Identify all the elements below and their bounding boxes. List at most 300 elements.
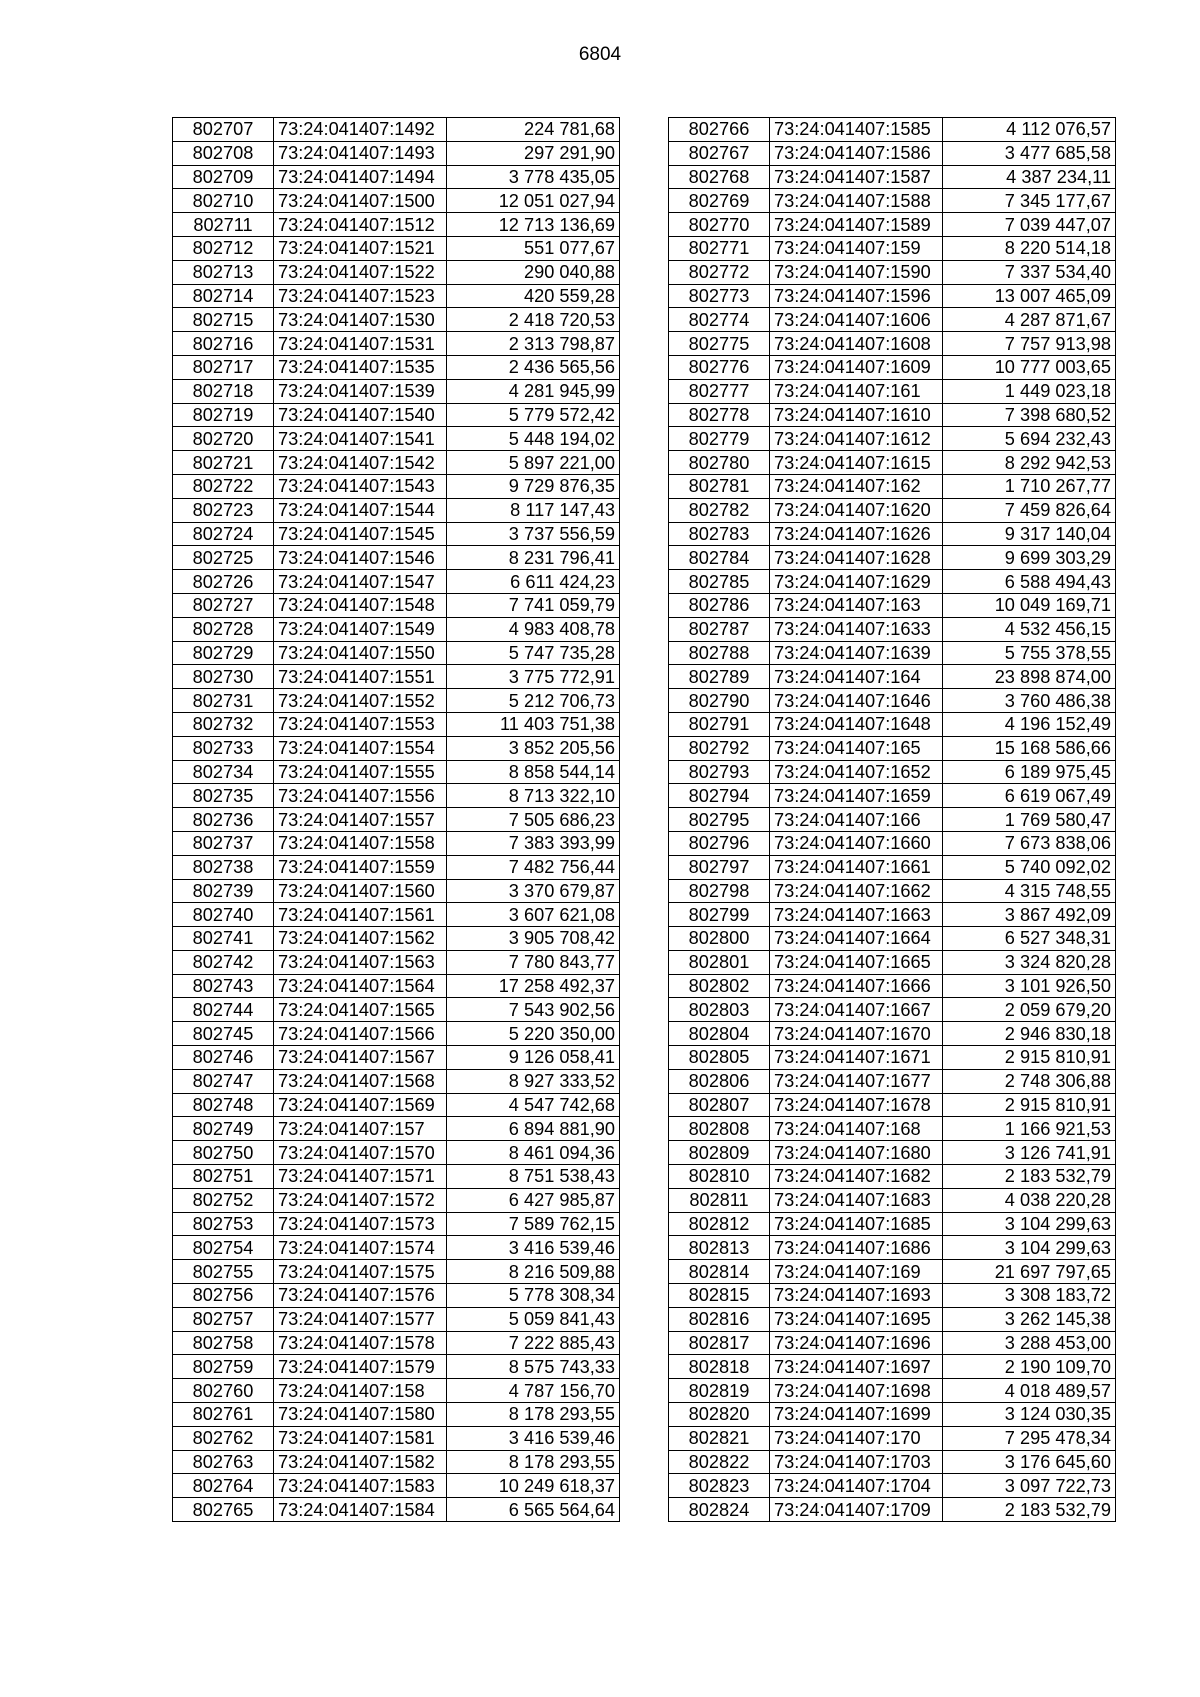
cadastral-value-cell: 551 077,67	[447, 236, 620, 260]
row-number-cell: 802781	[669, 474, 770, 498]
row-number-cell: 802757	[173, 1307, 274, 1331]
table-row	[173, 260, 620, 284]
cadastral-value-cell: 15 168 586,66	[943, 736, 1116, 760]
table-row	[669, 974, 1116, 998]
row-number-cell: 802771	[669, 236, 770, 260]
cadastral-value-cell: 12 051 027,94	[447, 189, 620, 213]
cadastral-value-cell: 4 038 220,28	[943, 1188, 1116, 1212]
row-number-cell: 802809	[669, 1141, 770, 1165]
cadastral-value-cell: 11 403 751,38	[447, 712, 620, 736]
cadastral-number-cell: 73:24:041407:1577	[274, 1307, 447, 1331]
cadastral-value-cell: 5 220 350,00	[447, 1022, 620, 1046]
table-row	[173, 736, 620, 760]
row-number-cell: 802726	[173, 570, 274, 594]
cadastral-value-cell: 2 748 306,88	[943, 1069, 1116, 1093]
cadastral-number-cell: 73:24:041407:1553	[274, 712, 447, 736]
table-row	[173, 355, 620, 379]
cadastral-number-cell: 73:24:041407:162	[770, 474, 943, 498]
table-row	[669, 546, 1116, 570]
table-row	[173, 1331, 620, 1355]
cadastral-number-cell: 73:24:041407:1682	[770, 1165, 943, 1189]
cadastral-number-cell: 73:24:041407:169	[770, 1260, 943, 1284]
table-row	[669, 903, 1116, 927]
cadastral-number-cell: 73:24:041407:1535	[274, 355, 447, 379]
cadastral-number-cell: 73:24:041407:1576	[274, 1284, 447, 1308]
cadastral-value-cell: 3 775 772,91	[447, 665, 620, 689]
table-row	[173, 1212, 620, 1236]
table-row	[669, 1093, 1116, 1117]
cadastral-number-cell: 73:24:041407:1582	[274, 1450, 447, 1474]
cadastral-number-cell: 73:24:041407:1493	[274, 141, 447, 165]
cadastral-number-cell: 73:24:041407:1552	[274, 689, 447, 713]
cadastral-number-cell: 73:24:041407:1585	[770, 118, 943, 142]
row-number-cell: 802748	[173, 1093, 274, 1117]
cadastral-value-cell: 10 777 003,65	[943, 355, 1116, 379]
cadastral-number-cell: 73:24:041407:1661	[770, 855, 943, 879]
cadastral-number-cell: 73:24:041407:1550	[274, 641, 447, 665]
cadastral-value-cell: 5 740 092,02	[943, 855, 1116, 879]
table-row	[669, 950, 1116, 974]
cadastral-number-cell: 73:24:041407:1562	[274, 927, 447, 951]
row-number-cell: 802800	[669, 927, 770, 951]
row-number-cell: 802716	[173, 332, 274, 356]
row-number-cell: 802790	[669, 689, 770, 713]
table-row	[669, 165, 1116, 189]
table-row	[669, 855, 1116, 879]
cadastral-value-cell: 3 104 299,63	[943, 1212, 1116, 1236]
cadastral-number-cell: 73:24:041407:1586	[770, 141, 943, 165]
cadastral-number-cell: 73:24:041407:1666	[770, 974, 943, 998]
table-row	[173, 784, 620, 808]
cadastral-number-cell: 73:24:041407:1677	[770, 1069, 943, 1093]
row-number-cell: 802769	[669, 189, 770, 213]
row-number-cell: 802768	[669, 165, 770, 189]
row-number-cell: 802803	[669, 998, 770, 1022]
row-number-cell: 802815	[669, 1284, 770, 1308]
row-number-cell: 802802	[669, 974, 770, 998]
cadastral-value-cell: 3 737 556,59	[447, 522, 620, 546]
cadastral-value-cell: 8 178 293,55	[447, 1450, 620, 1474]
table-row	[669, 641, 1116, 665]
cadastral-value-cell: 5 779 572,42	[447, 403, 620, 427]
cadastral-number-cell: 73:24:041407:1660	[770, 831, 943, 855]
cadastral-value-cell: 4 983 408,78	[447, 617, 620, 641]
cadastral-value-cell: 3 852 205,56	[447, 736, 620, 760]
cadastral-value-cell: 7 295 478,34	[943, 1426, 1116, 1450]
table-row	[669, 355, 1116, 379]
table-row	[173, 1355, 620, 1379]
table-row	[669, 308, 1116, 332]
cadastral-number-cell: 73:24:041407:1522	[274, 260, 447, 284]
cadastral-number-cell: 73:24:041407:1696	[770, 1331, 943, 1355]
table-row	[173, 1117, 620, 1141]
cadastral-number-cell: 73:24:041407:1648	[770, 712, 943, 736]
cadastral-value-cell: 7 780 843,77	[447, 950, 620, 974]
row-number-cell: 802724	[173, 522, 274, 546]
table-row	[669, 403, 1116, 427]
row-number-cell: 802740	[173, 903, 274, 927]
cadastral-value-cell: 5 694 232,43	[943, 427, 1116, 451]
row-number-cell: 802817	[669, 1331, 770, 1355]
table-row	[669, 379, 1116, 403]
cadastral-number-cell: 73:24:041407:1626	[770, 522, 943, 546]
cadastral-number-cell: 73:24:041407:1521	[274, 236, 447, 260]
row-number-cell: 802736	[173, 808, 274, 832]
table-row	[669, 1331, 1116, 1355]
cadastral-value-cell: 9 126 058,41	[447, 1046, 620, 1070]
row-number-cell: 802812	[669, 1212, 770, 1236]
row-number-cell: 802788	[669, 641, 770, 665]
cadastral-value-cell: 3 324 820,28	[943, 950, 1116, 974]
cadastral-number-cell: 73:24:041407:1628	[770, 546, 943, 570]
cadastral-value-cell: 21 697 797,65	[943, 1260, 1116, 1284]
row-number-cell: 802782	[669, 498, 770, 522]
table-row	[173, 1022, 620, 1046]
cadastral-number-cell: 73:24:041407:1578	[274, 1331, 447, 1355]
cadastral-value-cell: 3 370 679,87	[447, 879, 620, 903]
cadastral-number-cell: 73:24:041407:1670	[770, 1022, 943, 1046]
cadastral-number-cell: 73:24:041407:1564	[274, 974, 447, 998]
cadastral-value-cell: 7 741 059,79	[447, 593, 620, 617]
table-row	[669, 1188, 1116, 1212]
cadastral-number-cell: 73:24:041407:1563	[274, 950, 447, 974]
row-number-cell: 802746	[173, 1046, 274, 1070]
table-row	[173, 308, 620, 332]
cadastral-number-cell: 73:24:041407:1547	[274, 570, 447, 594]
table-row	[669, 236, 1116, 260]
cadastral-number-cell: 73:24:041407:1686	[770, 1236, 943, 1260]
row-number-cell: 802807	[669, 1093, 770, 1117]
cadastral-value-cell: 7 505 686,23	[447, 808, 620, 832]
table-row	[669, 1260, 1116, 1284]
cadastral-value-cell: 6 565 564,64	[447, 1498, 620, 1522]
row-number-cell: 802721	[173, 451, 274, 475]
cadastral-value-cell: 224 781,68	[447, 118, 620, 142]
cadastral-number-cell: 73:24:041407:1615	[770, 451, 943, 475]
row-number-cell: 802738	[173, 855, 274, 879]
row-number-cell: 802764	[173, 1474, 274, 1498]
cadastral-value-cell: 4 112 076,57	[943, 118, 1116, 142]
cadastral-value-cell: 2 915 810,91	[943, 1046, 1116, 1070]
cadastral-value-cell: 8 461 094,36	[447, 1141, 620, 1165]
table-row	[669, 831, 1116, 855]
table-row	[173, 689, 620, 713]
row-number-cell: 802737	[173, 831, 274, 855]
cadastral-number-cell: 73:24:041407:1545	[274, 522, 447, 546]
cadastral-value-cell: 1 166 921,53	[943, 1117, 1116, 1141]
cadastral-value-cell: 6 894 881,90	[447, 1117, 620, 1141]
table-row	[669, 617, 1116, 641]
table-row	[669, 1069, 1116, 1093]
table-row	[669, 1403, 1116, 1427]
cadastral-value-cell: 7 337 534,40	[943, 260, 1116, 284]
table-row	[669, 1450, 1116, 1474]
table-row	[173, 1426, 620, 1450]
cadastral-number-cell: 73:24:041407:1557	[274, 808, 447, 832]
cadastral-value-cell: 4 281 945,99	[447, 379, 620, 403]
row-number-cell: 802780	[669, 451, 770, 475]
cadastral-number-cell: 73:24:041407:159	[770, 236, 943, 260]
cadastral-number-cell: 73:24:041407:1697	[770, 1355, 943, 1379]
row-number-cell: 802798	[669, 879, 770, 903]
table-row	[173, 474, 620, 498]
row-number-cell: 802776	[669, 355, 770, 379]
table-row	[669, 784, 1116, 808]
cadastral-number-cell: 73:24:041407:168	[770, 1117, 943, 1141]
row-number-cell: 802741	[173, 927, 274, 951]
table-row	[173, 1260, 620, 1284]
table-row	[173, 760, 620, 784]
table-row	[173, 1236, 620, 1260]
cadastral-value-cell: 8 713 322,10	[447, 784, 620, 808]
row-number-cell: 802797	[669, 855, 770, 879]
row-number-cell: 802777	[669, 379, 770, 403]
row-number-cell: 802708	[173, 141, 274, 165]
cadastral-value-cell: 6 427 985,87	[447, 1188, 620, 1212]
table-row	[669, 474, 1116, 498]
cadastral-value-cell: 2 183 532,79	[943, 1165, 1116, 1189]
cadastral-value-cell: 2 436 565,56	[447, 355, 620, 379]
cadastral-value-cell: 8 751 538,43	[447, 1165, 620, 1189]
table-row	[669, 1165, 1116, 1189]
row-number-cell: 802754	[173, 1236, 274, 1260]
row-number-cell: 802734	[173, 760, 274, 784]
cadastral-value-cell: 290 040,88	[447, 260, 620, 284]
cadastral-number-cell: 73:24:041407:1587	[770, 165, 943, 189]
cadastral-number-cell: 73:24:041407:1683	[770, 1188, 943, 1212]
cadastral-number-cell: 73:24:041407:163	[770, 593, 943, 617]
table-row	[669, 879, 1116, 903]
table-row	[173, 141, 620, 165]
table-row	[173, 189, 620, 213]
row-number-cell: 802799	[669, 903, 770, 927]
table-row	[173, 332, 620, 356]
cadastral-number-cell: 73:24:041407:1588	[770, 189, 943, 213]
table-row	[173, 1307, 620, 1331]
cadastral-value-cell: 3 760 486,38	[943, 689, 1116, 713]
row-number-cell: 802824	[669, 1498, 770, 1522]
row-number-cell: 802806	[669, 1069, 770, 1093]
cadastral-number-cell: 73:24:041407:1530	[274, 308, 447, 332]
row-number-cell: 802773	[669, 284, 770, 308]
row-number-cell: 802823	[669, 1474, 770, 1498]
row-number-cell: 802770	[669, 213, 770, 237]
cadastral-number-cell: 73:24:041407:1531	[274, 332, 447, 356]
cadastral-number-cell: 73:24:041407:1667	[770, 998, 943, 1022]
cadastral-value-cell: 3 262 145,38	[943, 1307, 1116, 1331]
cadastral-value-cell: 8 117 147,43	[447, 498, 620, 522]
row-number-cell: 802778	[669, 403, 770, 427]
table-row	[173, 641, 620, 665]
cadastral-number-cell: 73:24:041407:1703	[770, 1450, 943, 1474]
cadastral-number-cell: 73:24:041407:1698	[770, 1379, 943, 1403]
cadastral-number-cell: 73:24:041407:1572	[274, 1188, 447, 1212]
cadastral-value-cell: 3 416 539,46	[447, 1236, 620, 1260]
cadastral-number-cell: 73:24:041407:1548	[274, 593, 447, 617]
cadastral-value-cell: 17 258 492,37	[447, 974, 620, 998]
cadastral-number-cell: 73:24:041407:1685	[770, 1212, 943, 1236]
registry-table-left	[172, 117, 620, 1522]
cadastral-value-cell: 2 313 798,87	[447, 332, 620, 356]
cadastral-number-cell: 73:24:041407:1662	[770, 879, 943, 903]
table-row	[669, 522, 1116, 546]
cadastral-value-cell: 3 477 685,58	[943, 141, 1116, 165]
row-number-cell: 802765	[173, 1498, 274, 1522]
cadastral-number-cell: 73:24:041407:1546	[274, 546, 447, 570]
cadastral-value-cell: 7 482 756,44	[447, 855, 620, 879]
cadastral-number-cell: 73:24:041407:164	[770, 665, 943, 689]
cadastral-number-cell: 73:24:041407:1606	[770, 308, 943, 332]
cadastral-value-cell: 10 249 618,37	[447, 1474, 620, 1498]
table-row	[173, 118, 620, 142]
cadastral-number-cell: 73:24:041407:1610	[770, 403, 943, 427]
table-row	[173, 974, 620, 998]
row-number-cell: 802774	[669, 308, 770, 332]
table-row	[669, 665, 1116, 689]
row-number-cell: 802747	[173, 1069, 274, 1093]
cadastral-number-cell: 73:24:041407:1663	[770, 903, 943, 927]
cadastral-value-cell: 2 059 679,20	[943, 998, 1116, 1022]
row-number-cell: 802786	[669, 593, 770, 617]
cadastral-value-cell: 8 220 514,18	[943, 236, 1116, 260]
cadastral-number-cell: 73:24:041407:1574	[274, 1236, 447, 1260]
cadastral-number-cell: 73:24:041407:1590	[770, 260, 943, 284]
row-number-cell: 802819	[669, 1379, 770, 1403]
row-number-cell: 802750	[173, 1141, 274, 1165]
cadastral-value-cell: 12 713 136,69	[447, 213, 620, 237]
row-number-cell: 802796	[669, 831, 770, 855]
cadastral-value-cell: 4 018 489,57	[943, 1379, 1116, 1403]
table-row	[173, 570, 620, 594]
table-row	[669, 189, 1116, 213]
row-number-cell: 802760	[173, 1379, 274, 1403]
table-row	[669, 284, 1116, 308]
cadastral-number-cell: 73:24:041407:158	[274, 1379, 447, 1403]
cadastral-value-cell: 3 288 453,00	[943, 1331, 1116, 1355]
table-row	[669, 570, 1116, 594]
row-number-cell: 802761	[173, 1403, 274, 1427]
table-row	[173, 879, 620, 903]
cadastral-number-cell: 73:24:041407:1633	[770, 617, 943, 641]
table-row	[173, 165, 620, 189]
cadastral-value-cell: 2 183 532,79	[943, 1498, 1116, 1522]
table-row	[173, 665, 620, 689]
cadastral-value-cell: 3 124 030,35	[943, 1403, 1116, 1427]
table-row	[173, 451, 620, 475]
cadastral-number-cell: 73:24:041407:1652	[770, 760, 943, 784]
table-row	[173, 1403, 620, 1427]
cadastral-value-cell: 1 769 580,47	[943, 808, 1116, 832]
cadastral-value-cell: 4 787 156,70	[447, 1379, 620, 1403]
cadastral-number-cell: 73:24:041407:1671	[770, 1046, 943, 1070]
table-row	[173, 1093, 620, 1117]
row-number-cell: 802711	[173, 213, 274, 237]
table-row	[173, 855, 620, 879]
row-number-cell: 802787	[669, 617, 770, 641]
cadastral-value-cell: 7 673 838,06	[943, 831, 1116, 855]
table-row	[669, 1212, 1116, 1236]
cadastral-number-cell: 73:24:041407:1569	[274, 1093, 447, 1117]
cadastral-value-cell: 3 308 183,72	[943, 1284, 1116, 1308]
row-number-cell: 802723	[173, 498, 274, 522]
cadastral-number-cell: 73:24:041407:1575	[274, 1260, 447, 1284]
row-number-cell: 802753	[173, 1212, 274, 1236]
cadastral-value-cell: 2 418 720,53	[447, 308, 620, 332]
table-row	[669, 593, 1116, 617]
cadastral-number-cell: 73:24:041407:1543	[274, 474, 447, 498]
cadastral-value-cell: 8 178 293,55	[447, 1403, 620, 1427]
cadastral-number-cell: 73:24:041407:1541	[274, 427, 447, 451]
table-row	[173, 546, 620, 570]
cadastral-value-cell: 7 543 902,56	[447, 998, 620, 1022]
cadastral-value-cell: 8 216 509,88	[447, 1260, 620, 1284]
cadastral-number-cell: 73:24:041407:1551	[274, 665, 447, 689]
cadastral-number-cell: 73:24:041407:1561	[274, 903, 447, 927]
row-number-cell: 802772	[669, 260, 770, 284]
cadastral-number-cell: 73:24:041407:1664	[770, 927, 943, 951]
cadastral-value-cell: 3 101 926,50	[943, 974, 1116, 998]
cadastral-number-cell: 73:24:041407:1704	[770, 1474, 943, 1498]
cadastral-value-cell: 1 710 267,77	[943, 474, 1116, 498]
table-row	[669, 427, 1116, 451]
row-number-cell: 802759	[173, 1355, 274, 1379]
table-row	[669, 1284, 1116, 1308]
row-number-cell: 802804	[669, 1022, 770, 1046]
cadastral-number-cell: 73:24:041407:1540	[274, 403, 447, 427]
row-number-cell: 802763	[173, 1450, 274, 1474]
table-row	[669, 808, 1116, 832]
cadastral-number-cell: 73:24:041407:1571	[274, 1165, 447, 1189]
table-row	[173, 1379, 620, 1403]
cadastral-number-cell: 73:24:041407:1581	[274, 1426, 447, 1450]
cadastral-number-cell: 73:24:041407:1678	[770, 1093, 943, 1117]
row-number-cell: 802783	[669, 522, 770, 546]
row-number-cell: 802811	[669, 1188, 770, 1212]
cadastral-value-cell: 9 699 303,29	[943, 546, 1116, 570]
table-row	[669, 1117, 1116, 1141]
cadastral-value-cell: 3 416 539,46	[447, 1426, 620, 1450]
row-number-cell: 802712	[173, 236, 274, 260]
table-row	[669, 213, 1116, 237]
cadastral-value-cell: 9 317 140,04	[943, 522, 1116, 546]
table-row	[173, 1046, 620, 1070]
cadastral-value-cell: 8 575 743,33	[447, 1355, 620, 1379]
row-number-cell: 802743	[173, 974, 274, 998]
table-row	[669, 141, 1116, 165]
row-number-cell: 802752	[173, 1188, 274, 1212]
table-row	[669, 1355, 1116, 1379]
table-row	[173, 998, 620, 1022]
cadastral-value-cell: 5 897 221,00	[447, 451, 620, 475]
row-number-cell: 802818	[669, 1355, 770, 1379]
table-row	[173, 403, 620, 427]
cadastral-value-cell: 6 527 348,31	[943, 927, 1116, 951]
registry-table-left-body	[173, 118, 620, 1522]
cadastral-value-cell: 1 449 023,18	[943, 379, 1116, 403]
cadastral-value-cell: 3 104 299,63	[943, 1236, 1116, 1260]
row-number-cell: 802722	[173, 474, 274, 498]
cadastral-number-cell: 73:24:041407:1699	[770, 1403, 943, 1427]
cadastral-value-cell: 5 448 194,02	[447, 427, 620, 451]
cadastral-value-cell: 3 176 645,60	[943, 1450, 1116, 1474]
cadastral-number-cell: 73:24:041407:1693	[770, 1284, 943, 1308]
table-row	[173, 522, 620, 546]
cadastral-value-cell: 3 607 621,08	[447, 903, 620, 927]
cadastral-value-cell: 420 559,28	[447, 284, 620, 308]
cadastral-value-cell: 5 778 308,34	[447, 1284, 620, 1308]
row-number-cell: 802733	[173, 736, 274, 760]
row-number-cell: 802732	[173, 712, 274, 736]
